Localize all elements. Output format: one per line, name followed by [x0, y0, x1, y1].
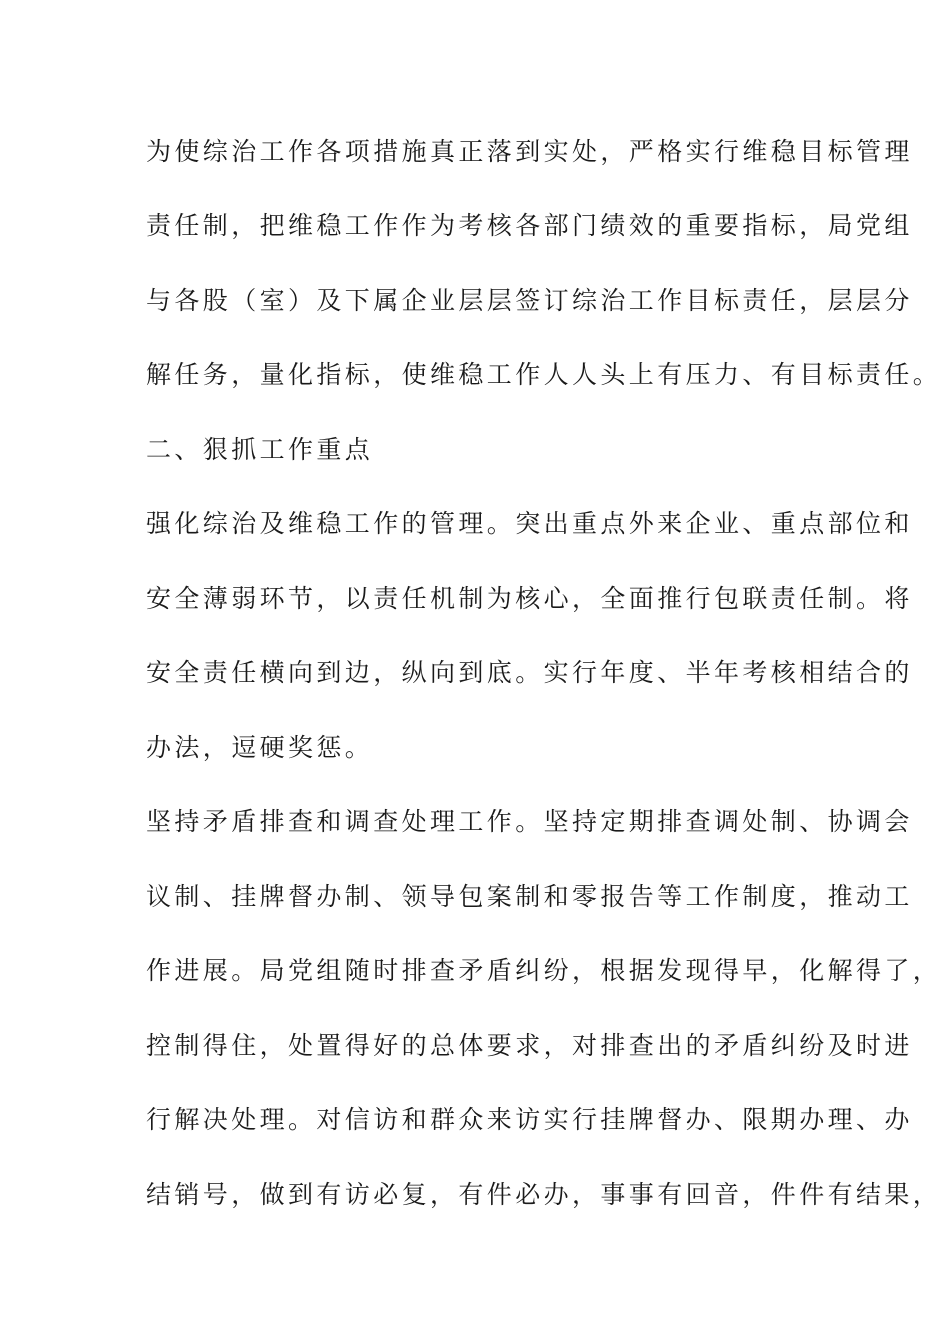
text-line: 议制、挂牌督办制、领导包案制和零报告等工作制度，推动工: [146, 882, 913, 911]
text-line: 结销号，做到有访必复，有件必办，事事有回音，件件有结果，: [146, 1180, 942, 1209]
text-line: 办法，逗硬奖惩。: [146, 733, 374, 762]
text-line: 与各股（室）及下属企业层层签订综治工作目标责任，层层分: [146, 286, 913, 315]
text-line: 坚持矛盾排查和调查处理工作。坚持定期排查调处制、协调会: [146, 807, 913, 836]
text-line: 安全薄弱环节，以责任机制为核心，全面推行包联责任制。将: [146, 584, 913, 613]
text-line: 控制得住，处置得好的总体要求，对排查出的矛盾纠纷及时进: [146, 1031, 913, 1060]
text-line: 强化综治及维稳工作的管理。突出重点外来企业、重点部位和: [146, 509, 913, 538]
text-line: 作进展。局党组随时排查矛盾纠纷，根据发现得早，化解得了，: [146, 956, 942, 985]
text-line: 责任制，把维稳工作作为考核各部门绩效的重要指标，局党组: [146, 211, 913, 240]
text-line: 行解决处理。对信访和群众来访实行挂牌督办、限期办理、办: [146, 1105, 913, 1134]
text-line: 解任务，量化指标，使维稳工作人人头上有压力、有目标责任。: [146, 360, 942, 389]
section-heading: 二、狠抓工作重点: [146, 435, 374, 464]
text-line: 为使综治工作各项措施真正落到实处，严格实行维稳目标管理: [146, 137, 913, 166]
text-line: 安全责任横向到边，纵向到底。实行年度、半年考核相结合的: [146, 658, 913, 687]
